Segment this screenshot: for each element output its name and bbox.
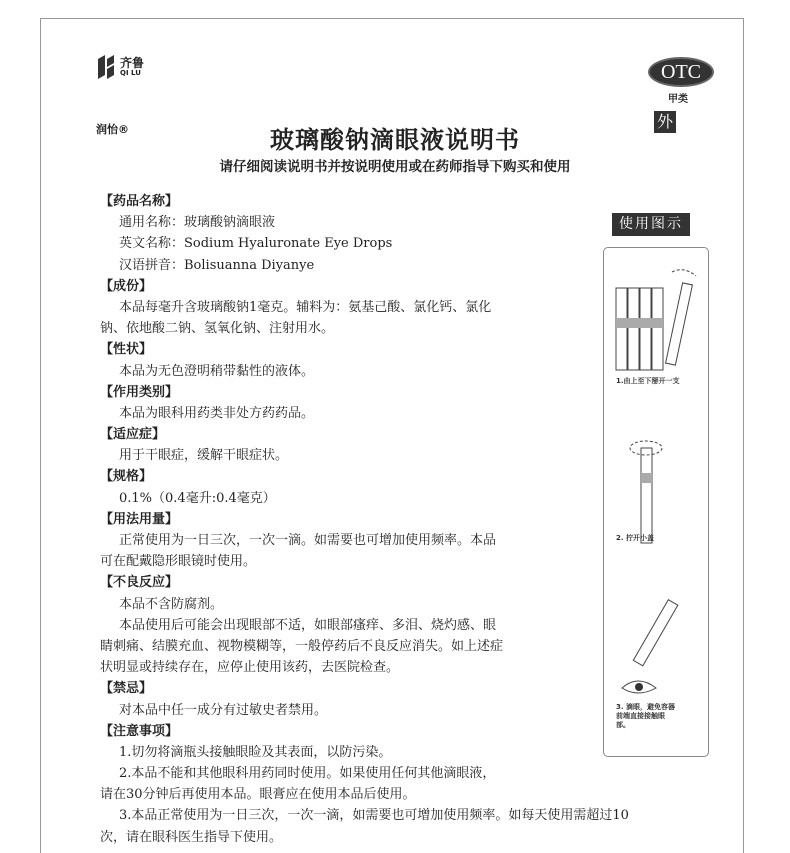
page-subtitle: 请仔细阅读说明书并按说明使用或在药师指导下购买和使用 bbox=[219, 159, 571, 175]
usage-diagram bbox=[603, 247, 709, 757]
usage-illustration bbox=[604, 248, 708, 756]
body-text-line: 钠、依地酸二钠、氢氧化钠、注射用水。 bbox=[100, 321, 335, 337]
body-text-line: 1.切勿将滴瓶头接触眼睑及其表面，以防污染。 bbox=[119, 744, 392, 760]
body-text-line: 3.本品正常使用为一日三次，一次一滴，如需要也可增加使用频率。如每天使用需超过10 bbox=[119, 808, 629, 824]
body-text-line: 对本品中任一成分有过敏史者禁用。 bbox=[119, 702, 328, 718]
section-heading: 【成份】 bbox=[100, 278, 153, 294]
page-title: 玻璃酸钠滴眼液说明书 bbox=[270, 126, 520, 154]
body-text-line: 本品为无色澄明稍带黏性的液体。 bbox=[119, 363, 315, 379]
section-heading: 【性状】 bbox=[100, 342, 153, 358]
section-heading: 【注意事项】 bbox=[100, 723, 179, 739]
usage-diagram-label: 使用图示 bbox=[612, 213, 690, 236]
body-text-line: 次，请在眼科医生指导下使用。 bbox=[100, 829, 283, 845]
external-use-mark: 外 bbox=[654, 111, 676, 133]
qilu-logo bbox=[95, 55, 144, 79]
otc-class: 甲类 bbox=[668, 94, 688, 105]
qilu-logo-icon bbox=[95, 55, 117, 79]
otc-badge: OTC bbox=[648, 57, 714, 87]
brand-name: 润怡® bbox=[96, 123, 129, 136]
body-text-line: 用于干眼症，缓解干眼症状。 bbox=[119, 448, 289, 464]
section-heading: 【用法用量】 bbox=[100, 511, 179, 527]
section-heading: 【药品名称】 bbox=[100, 194, 179, 209]
body-text-line: 本品为眼科用药类非处方药药品。 bbox=[119, 405, 315, 421]
section-heading: 【不良反应】 bbox=[100, 575, 179, 591]
body-text-line: 状明显或持续存在，应停止使用该药，去医院检查。 bbox=[100, 660, 400, 676]
section-heading: 【规格】 bbox=[100, 469, 153, 485]
body-text-line: 英文名称：Sodium Hyaluronate Eye Drops bbox=[119, 236, 393, 252]
body-text-line: 通用名称：玻璃酸钠滴眼液 bbox=[119, 215, 276, 231]
body-text-line: 本品每毫升含玻璃酸钠1毫克。辅料为：氨基己酸、氯化钙、氯化 bbox=[119, 299, 492, 315]
step-1-caption: 1.由上至下掰开一支 bbox=[616, 377, 680, 385]
logo-text-en: QI LU bbox=[120, 69, 141, 77]
section-heading: 【作用类别】 bbox=[100, 384, 179, 400]
body-text-line: 0.1%（0.4毫升:0.4毫克） bbox=[119, 490, 276, 506]
section-heading: 【禁忌】 bbox=[100, 681, 153, 697]
body-text-line: 可在配戴隐形眼镜时使用。 bbox=[100, 554, 257, 570]
body-text-line: 本品使用后可能会出现眼部不适，如眼部瘙痒、多泪、烧灼感、眼 bbox=[119, 617, 497, 633]
body-text-line: 本品不含防腐剂。 bbox=[119, 596, 224, 612]
body-text-line: 睛刺痛、结膜充血、视物模糊等，一般停药后不良反应消失。如上述症 bbox=[100, 638, 504, 654]
section-heading: 【适应症】 bbox=[100, 427, 166, 443]
step-3-caption: 3. 滴眼，避免容器前端直接接触眼部。 bbox=[616, 703, 675, 729]
logo-text-cn: 齐鲁 bbox=[120, 56, 145, 70]
body-text-line: 2.本品不能和其他眼科用药同时使用。如果使用任何其他滴眼液， bbox=[119, 766, 496, 782]
body-text-line: 请在30分钟后再使用本品。眼膏应在使用本品后使用。 bbox=[100, 787, 416, 803]
body-text-line: 汉语拼音：Bolisuanna Diyanye bbox=[119, 257, 315, 273]
step-2-caption: 2. 拧开小盖 bbox=[616, 534, 654, 542]
body-text-line: 正常使用为一日三次，一次一滴。如需要也可增加使用频率。本品 bbox=[119, 533, 497, 548]
